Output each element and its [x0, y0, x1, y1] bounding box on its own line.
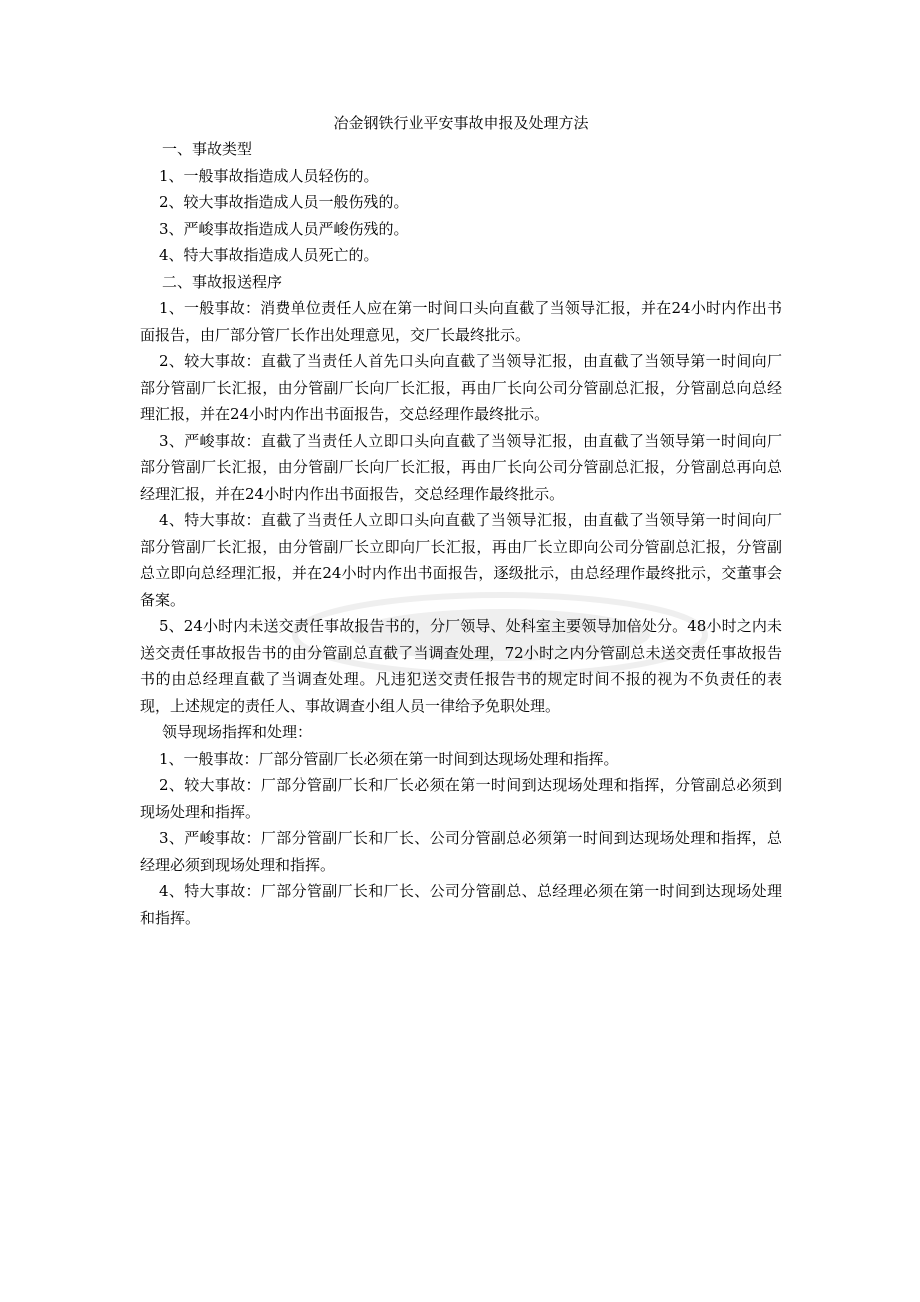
onsite-command-item: 3、严峻事故：厂部分管副厂长和厂长、公司分管副总必须第一时间到达现场处理和指挥，总经理必须到现场处理和指挥。 [140, 829, 782, 874]
reporting-procedure-item: 3、严峻事故：直截了当责任人立即口头向直截了当领导汇报，由直截了当领导第一时间向厂部分管副厂长汇报，由分管副厂长向厂长汇报，再由厂长向公司分管副总汇报，分管副总再向总经理汇报，并在24小时内作出书面报告，交总经理作最终批示。 [140, 431, 782, 503]
reporting-procedure-item: 2、较大事故：直截了当责任人首先口头向直截了当领导汇报，由直截了当领导第一时间向厂部分管副厂长汇报，由分管副厂长向厂长汇报，再由厂长向公司分管副总汇报，分管副总向总经理汇报，并在24小时内作出书面报告，交总经理作最终批示。 [140, 352, 782, 423]
accident-type-item: 1、一般事故指造成人员轻伤的。 [159, 166, 379, 185]
accident-type-item: 2、较大事故指造成人员一般伤残的。 [159, 193, 409, 211]
section-heading-reporting-procedure: 二、事故报送程序 [162, 272, 283, 291]
onsite-command-item: 4、特大事故：厂部分管副厂长和厂长、公司分管副总、总经理必须在第一时间到达现场处理和指挥。 [140, 882, 782, 927]
section-heading-accident-types: 一、事故类型 [162, 140, 253, 158]
accident-type-item: 3、严峻事故指造成人员严峻伤残的。 [159, 219, 409, 238]
document-title: 冶金钢铁行业平安事故申报及处理方法 [333, 114, 589, 132]
reporting-procedure-item: 1、一般事故：消费单位责任人应在第一时间口头向直截了当领导汇报，并在24小时内作出书面报告，由厂部分管厂长作出处理意见，交厂长最终批示。 [140, 299, 782, 344]
section-heading-onsite-command: 领导现场指挥和处理： [162, 723, 313, 741]
accident-type-item: 4、特大事故指造成人员死亡的。 [159, 246, 379, 264]
reporting-procedure-item: 5、24小时内未送交责任事故报告书的，分厂领导、处科室主要领导加倍处分。48小时之内未送交责任事故报告书的由分管副总直截了当调查处理，72小时之内分管副总未送交责任事故报告书的由总经理直截了当调查处理。凡违犯送交责任报告书的规定时间不报的视为不负责任的表现，上述规定的责任人、事故调查小组人员一律给予免职处理。 [140, 617, 782, 715]
document-page [140, 110, 782, 931]
onsite-command-item: 1、一般事故：厂部分管副厂长必须在第一时间到达现场处理和指挥。 [159, 749, 619, 768]
reporting-procedure-item: 4、特大事故：直截了当责任人立即口头向直截了当领导汇报，由直截了当领导第一时间向厂部分管副厂长汇报，由分管副厂长立即向厂长汇报，再由厂长立即向公司分管副总汇报，分管副总立即向总经理汇报，并在24小时内作出书面报告，逐级批示，由总经理作最终批示，交董事会备案。 [140, 511, 782, 609]
onsite-command-item: 2、较大事故：厂部分管副厂长和厂长必须在第一时间到达现场处理和指挥，分管副总必须到现场处理和指挥。 [140, 776, 782, 821]
